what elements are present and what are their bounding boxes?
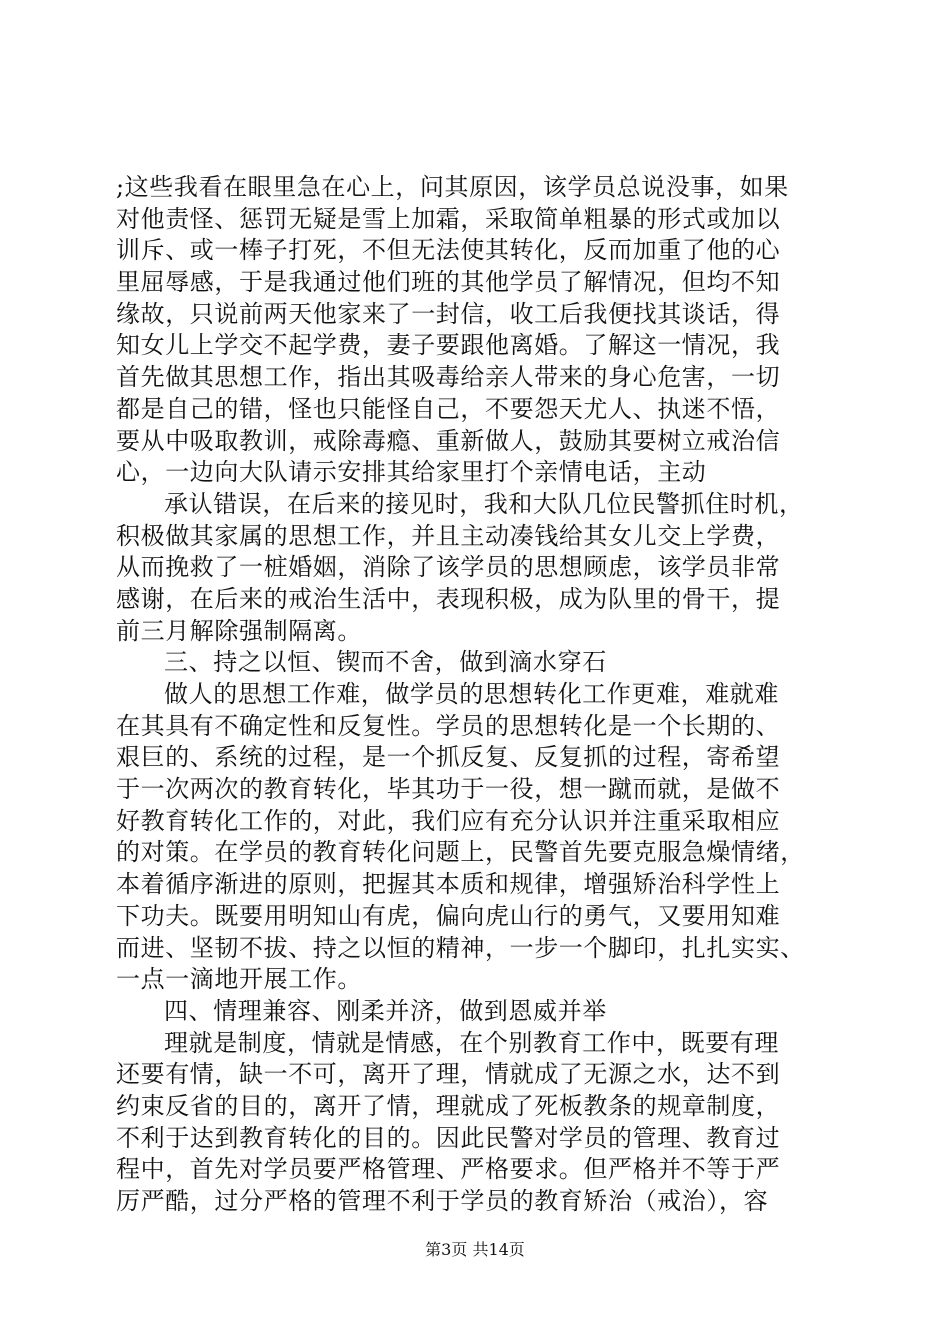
text-line: 缘故，只说前两天他家来了一封信，收工后我便找其谈话，得 (116, 299, 781, 328)
text-line: 知女儿上学交不起学费，妻子要跟他离婚。了解这一情况，我 (116, 331, 781, 360)
text-line: 心，一边向大队请示安排其给家里打个亲情电话，主动 (116, 458, 707, 487)
text-line: 厉严酷，过分严格的管理不利于学员的教育矫治（戒治），容 (116, 1187, 769, 1215)
text-line: 本着循序渐进的原则，把握其本质和规律，增强矫治科学性上 (116, 870, 781, 899)
text-line: 的对策。在学员的教育转化问题上，民警首先要克服急燥情绪， (116, 838, 805, 867)
section-heading-4: 四、情理兼容、刚柔并济，做到恩威并举 (164, 996, 607, 1025)
document-body (116, 172, 836, 1218)
text-line: 好教育转化工作的，对此，我们应有充分认识并注重采取相应 (116, 806, 781, 835)
paragraph-start-line: 理就是制度，情就是情感，在个别教育工作中，既要有理 (164, 1028, 779, 1057)
section-heading-3: 三、持之以恒、锲而不舍，做到滴水穿石 (164, 648, 607, 677)
text-line: 在其具有不确定性和反复性。学员的思想转化是一个长期的、 (116, 711, 781, 740)
text-line: 里屈辱感，于是我通过他们班的其他学员了解情况，但均不知 (116, 268, 781, 297)
text-line: 约束反省的目的，离开了情，理就成了死板教条的规章制度， (116, 1091, 781, 1120)
text-line: 从而挽救了一桩婚姻，消除了该学员的思想顾虑，该学员非常 (116, 553, 781, 582)
paragraph-start-line: 承认错误，在后来的接见时，我和大队几位民警抓住时机， (164, 489, 804, 518)
text-line: 艰巨的、系统的过程，是一个抓反复、反复抓的过程，寄希望 (116, 743, 781, 772)
text-line: 下功夫。既要用明知山有虎，偏向虎山行的勇气，又要用知难 (116, 901, 781, 930)
text-line: ;这些我看在眼里急在心上，问其原因，该学员总说没事，如果 (116, 173, 789, 201)
text-line: 一点一滴地开展工作。 (116, 965, 362, 994)
text-line: 前三月解除强制隔离。 (116, 616, 362, 645)
paragraph-start-line: 做人的思想工作难，做学员的思想转化工作更难，难就难 (164, 680, 779, 708)
text-line: 都是自己的错，怪也只能怪自己，不要怨天尤人、执迷不悟， (116, 394, 781, 423)
text-line: 训斥、或一棒子打死，不但无法使其转化，反而加重了他的心 (116, 236, 781, 265)
page-footer: 第3页 共14页 (425, 1240, 525, 1259)
text-line: 对他责怪、惩罚无疑是雪上加霜，采取简单粗暴的形式或加以 (116, 204, 781, 233)
text-line: 于一次两次的教育转化，毕其功于一役，想一蹴而就，是做不 (116, 775, 781, 804)
text-line: 积极做其家属的思想工作，并且主动凑钱给其女儿交上学费， (116, 521, 781, 550)
text-line: 而进、坚韧不拔、持之以恒的精神，一步一个脚印，扎扎实实、 (116, 933, 805, 962)
text-line: 程中，首先对学员要严格管理、严格要求。但严格并不等于严 (116, 1155, 781, 1184)
text-line: 不利于达到教育转化的目的。因此民警对学员的管理、教育过 (116, 1123, 781, 1152)
text-line: 首先做其思想工作，指出其吸毒给亲人带来的身心危害，一切 (116, 363, 781, 392)
text-line: 要从中吸取教训，戒除毒瘾、重新做人，鼓励其要树立戒治信 (116, 426, 781, 455)
text-line: 还要有情，缺一不可，离开了理，情就成了无源之水，达不到 (116, 1060, 781, 1089)
text-line: 感谢，在后来的戒治生活中，表现积极，成为队里的骨干，提 (116, 584, 781, 613)
